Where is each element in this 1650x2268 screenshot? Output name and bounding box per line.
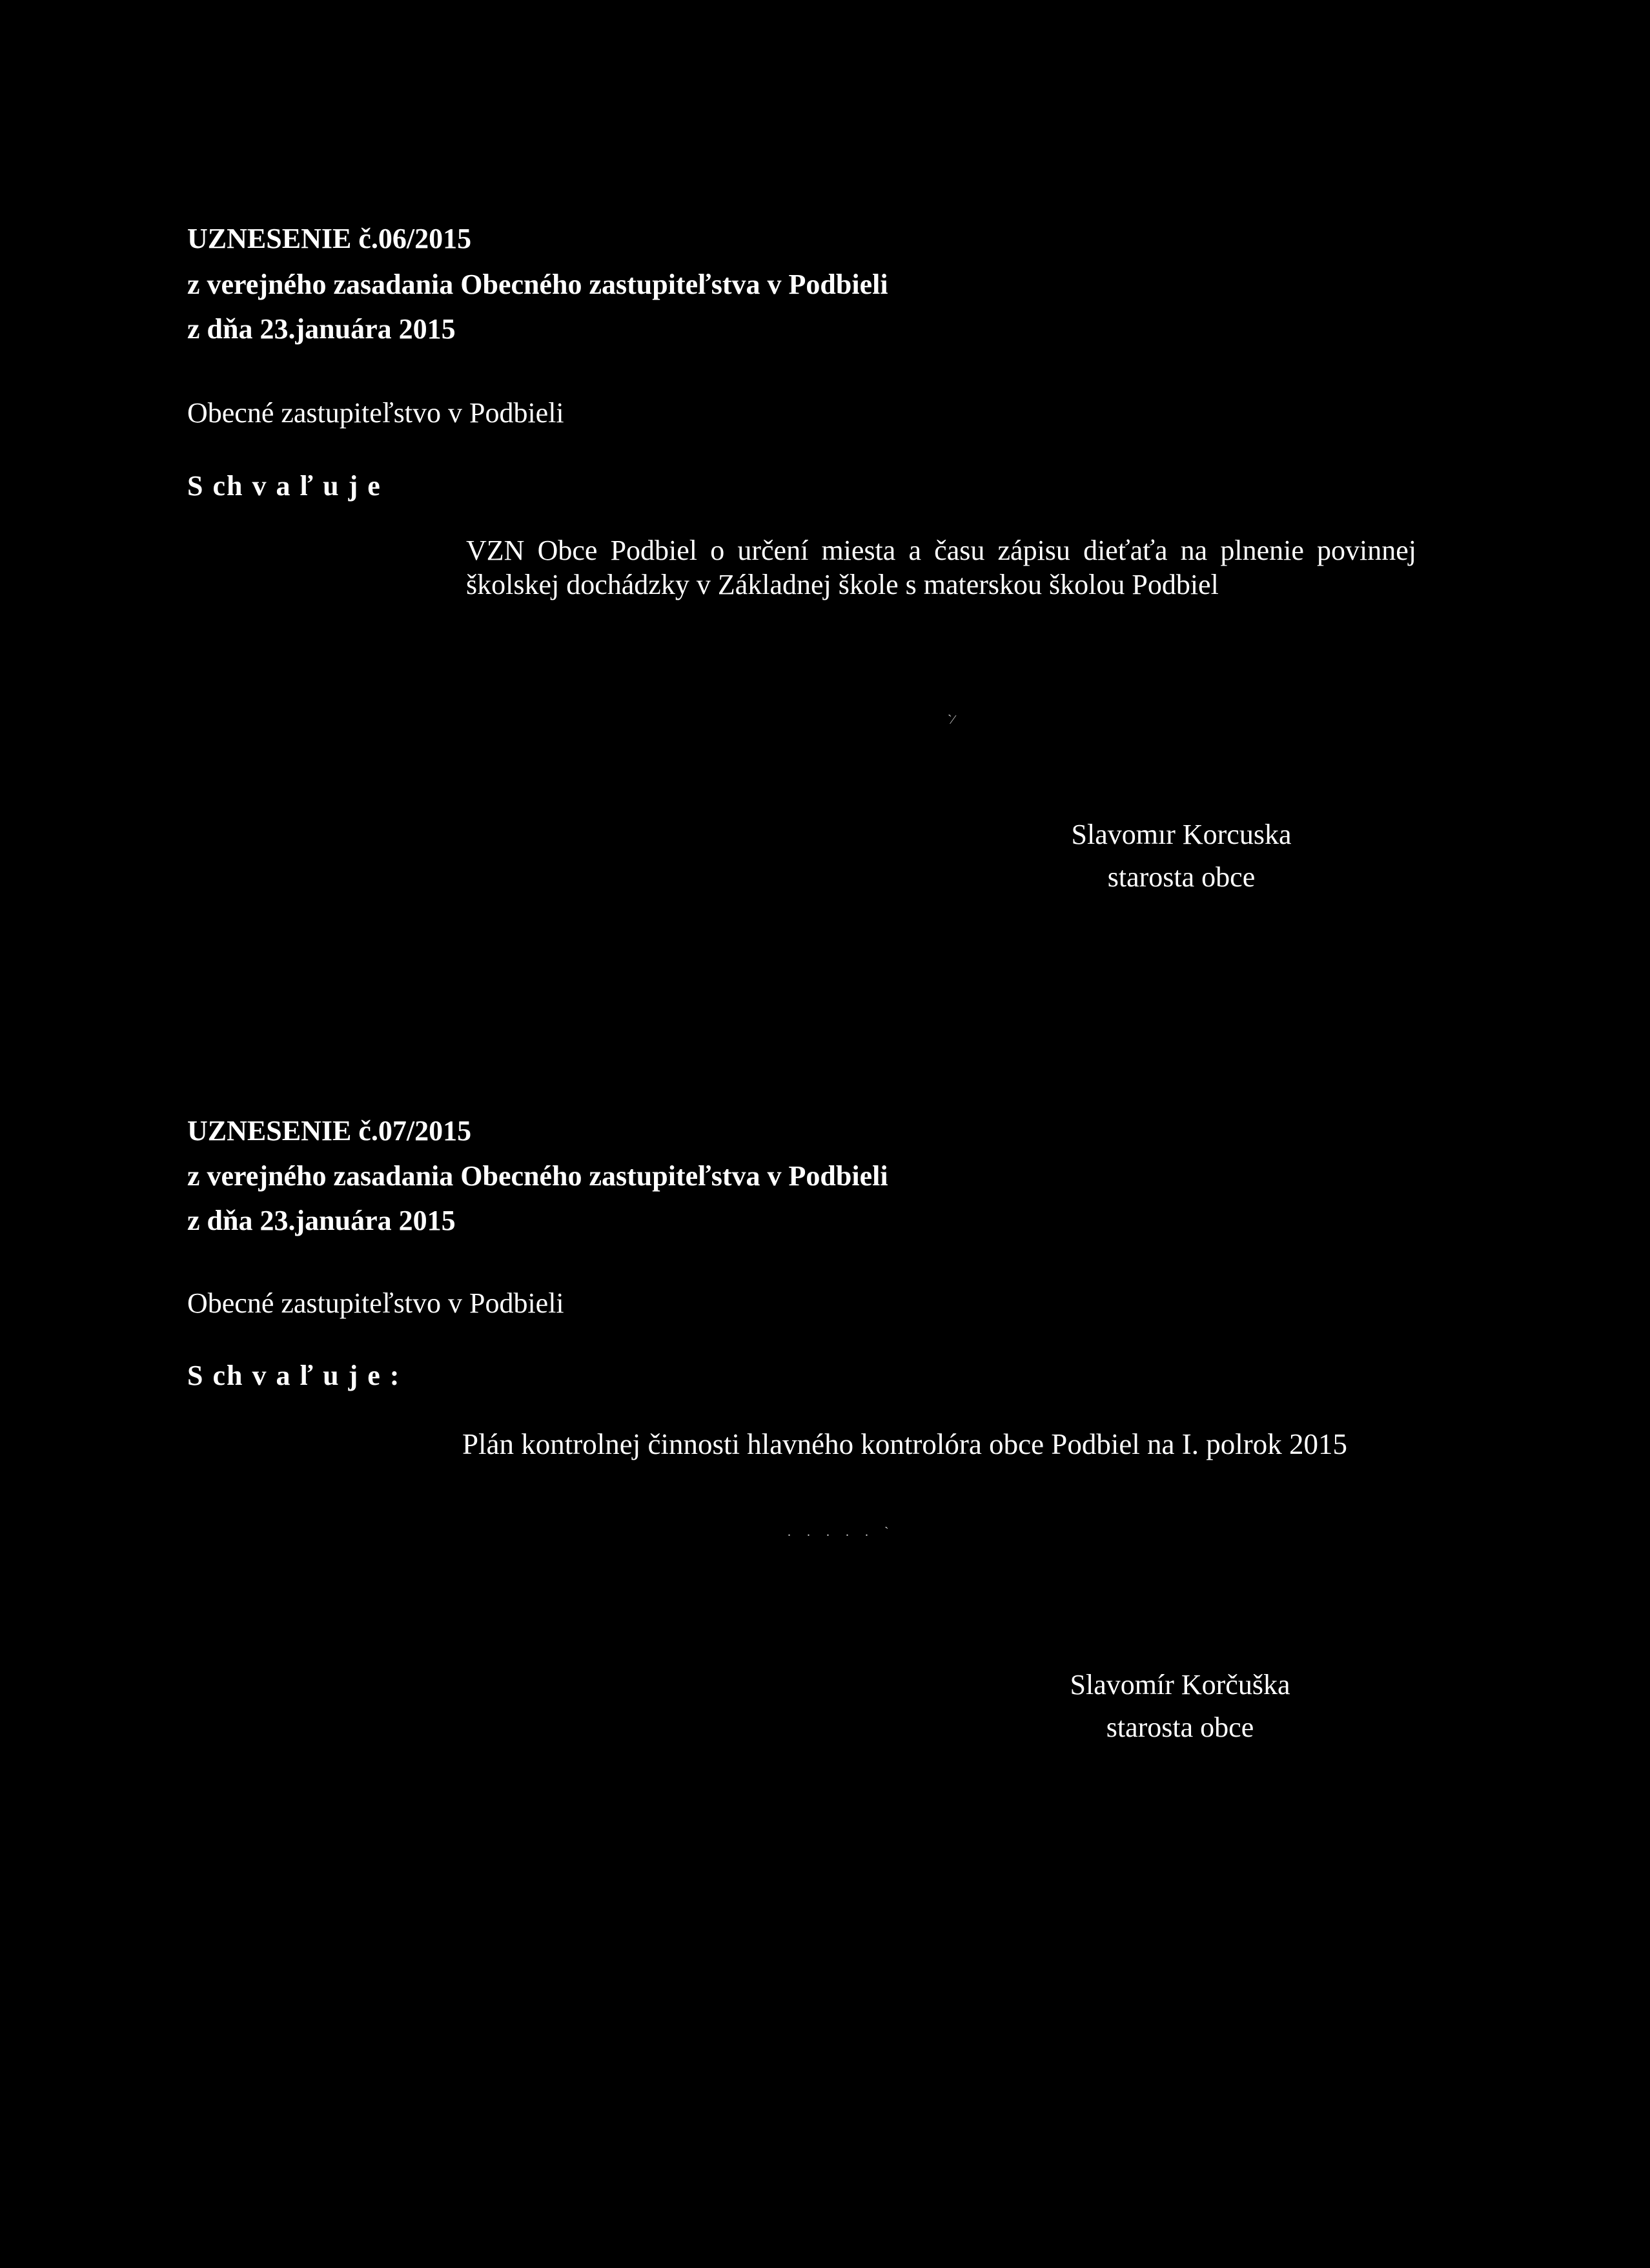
session-line: z verejného zasadania Obecného zastupiteľstva v Podbieli	[187, 1160, 888, 1192]
signature-block	[1020, 813, 1343, 899]
signature-block	[1019, 1664, 1341, 1749]
session-line: z verejného zasadania Obecného zastupiteľstva v Podbieli	[187, 269, 888, 300]
approves-label: S ch v a ľ u j e :	[187, 1360, 401, 1391]
signature-role: starosta obce	[1107, 861, 1256, 893]
council-name: Obecné zastupiteľstvo v Podbieli	[187, 1287, 564, 1319]
signature-name: Slavomír Korčuška	[1070, 1669, 1290, 1701]
date-line: z dňa 23.januára 2015	[187, 1205, 456, 1236]
signature-role: starosta obce	[1106, 1711, 1254, 1743]
resolution-subject: Plán kontrolnej činnosti hlavného kontrolóra obce Podbiel na I. polrok 2015	[462, 1428, 1348, 1460]
council-name: Obecné zastupiteľstvo v Podbieli	[187, 397, 564, 429]
resolution-subject: VZN Obce Podbiel o určení miesta a času zápisu dieťaťa na plnenie povinnej školskej dochádzky v Základnej škole s materskou školou Podbiel	[466, 535, 1416, 600]
resolution-title: UZNESENIE č.06/2015	[187, 223, 472, 254]
signature-name: Slavomır Korcuska	[1071, 819, 1292, 850]
resolution-title: UZNESENIE č.07/2015	[187, 1115, 472, 1147]
approves-label: S ch v a ľ u j e	[187, 470, 382, 502]
dotted-mark: . . . . . ˋ	[788, 1525, 895, 1539]
date-line: z dňa 23.januára 2015	[187, 313, 456, 345]
stamp-mark: ˋ⁄	[948, 713, 954, 727]
